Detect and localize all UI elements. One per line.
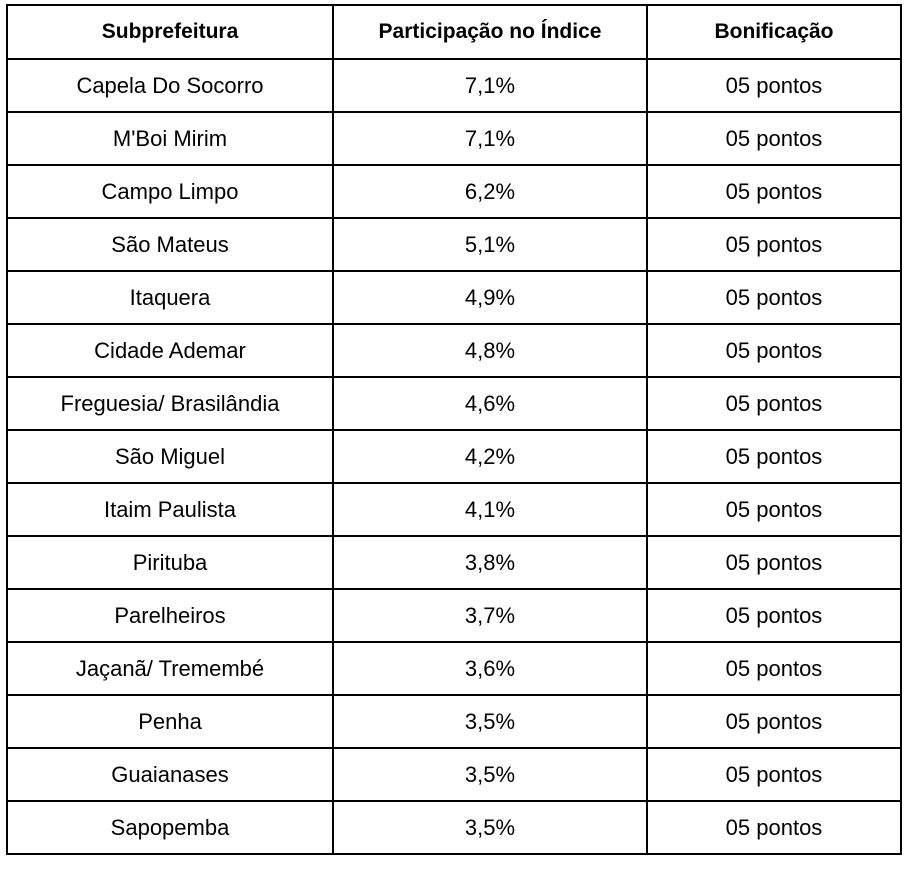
cell-bonificacao: 05 pontos — [647, 218, 901, 271]
table-row — [7, 695, 901, 748]
cell-subprefeitura: Campo Limpo — [7, 165, 333, 218]
table-row — [7, 642, 901, 695]
cell-participacao: 7,1% — [333, 112, 647, 165]
header-bonificacao: Bonificação — [647, 5, 901, 59]
cell-bonificacao: 05 pontos — [647, 112, 901, 165]
cell-participacao: 3,6% — [333, 642, 647, 695]
table-row — [7, 748, 901, 801]
cell-subprefeitura: M'Boi Mirim — [7, 112, 333, 165]
table-row — [7, 59, 901, 112]
table-row — [7, 218, 901, 271]
cell-participacao: 4,6% — [333, 377, 647, 430]
cell-participacao: 4,8% — [333, 324, 647, 377]
cell-subprefeitura: Guaianases — [7, 748, 333, 801]
cell-bonificacao: 05 pontos — [647, 801, 901, 854]
cell-subprefeitura: Cidade Ademar — [7, 324, 333, 377]
cell-participacao: 6,2% — [333, 165, 647, 218]
table-row — [7, 801, 901, 854]
table-row — [7, 589, 901, 642]
table-row — [7, 165, 901, 218]
table-row — [7, 430, 901, 483]
cell-subprefeitura: Pirituba — [7, 536, 333, 589]
cell-bonificacao: 05 pontos — [647, 377, 901, 430]
cell-participacao: 3,5% — [333, 695, 647, 748]
table-row — [7, 536, 901, 589]
cell-subprefeitura: Sapopemba — [7, 801, 333, 854]
cell-subprefeitura: Parelheiros — [7, 589, 333, 642]
cell-participacao: 7,1% — [333, 59, 647, 112]
cell-participacao: 3,8% — [333, 536, 647, 589]
table-container — [6, 4, 902, 855]
cell-bonificacao: 05 pontos — [647, 589, 901, 642]
cell-subprefeitura: Jaçanã/ Tremembé — [7, 642, 333, 695]
subprefeitura-table — [6, 4, 902, 855]
cell-bonificacao: 05 pontos — [647, 324, 901, 377]
cell-subprefeitura: Itaquera — [7, 271, 333, 324]
cell-bonificacao: 05 pontos — [647, 642, 901, 695]
table-row — [7, 483, 901, 536]
cell-bonificacao: 05 pontos — [647, 536, 901, 589]
cell-participacao: 3,7% — [333, 589, 647, 642]
cell-subprefeitura: Freguesia/ Brasilândia — [7, 377, 333, 430]
cell-subprefeitura: Capela Do Socorro — [7, 59, 333, 112]
header-subprefeitura: Subprefeitura — [7, 5, 333, 59]
table-row — [7, 377, 901, 430]
cell-participacao: 5,1% — [333, 218, 647, 271]
cell-bonificacao: 05 pontos — [647, 271, 901, 324]
cell-bonificacao: 05 pontos — [647, 483, 901, 536]
cell-subprefeitura: Itaim Paulista — [7, 483, 333, 536]
cell-bonificacao: 05 pontos — [647, 748, 901, 801]
cell-participacao: 4,2% — [333, 430, 647, 483]
cell-participacao: 3,5% — [333, 801, 647, 854]
cell-subprefeitura: São Miguel — [7, 430, 333, 483]
cell-bonificacao: 05 pontos — [647, 430, 901, 483]
header-row — [7, 5, 901, 59]
table-row — [7, 271, 901, 324]
header-participacao: Participação no Índice — [333, 5, 647, 59]
cell-bonificacao: 05 pontos — [647, 695, 901, 748]
cell-participacao: 4,9% — [333, 271, 647, 324]
cell-participacao: 4,1% — [333, 483, 647, 536]
cell-participacao: 3,5% — [333, 748, 647, 801]
cell-bonificacao: 05 pontos — [647, 59, 901, 112]
cell-subprefeitura: São Mateus — [7, 218, 333, 271]
cell-subprefeitura: Penha — [7, 695, 333, 748]
cell-bonificacao: 05 pontos — [647, 165, 901, 218]
table-row — [7, 112, 901, 165]
table-row — [7, 324, 901, 377]
